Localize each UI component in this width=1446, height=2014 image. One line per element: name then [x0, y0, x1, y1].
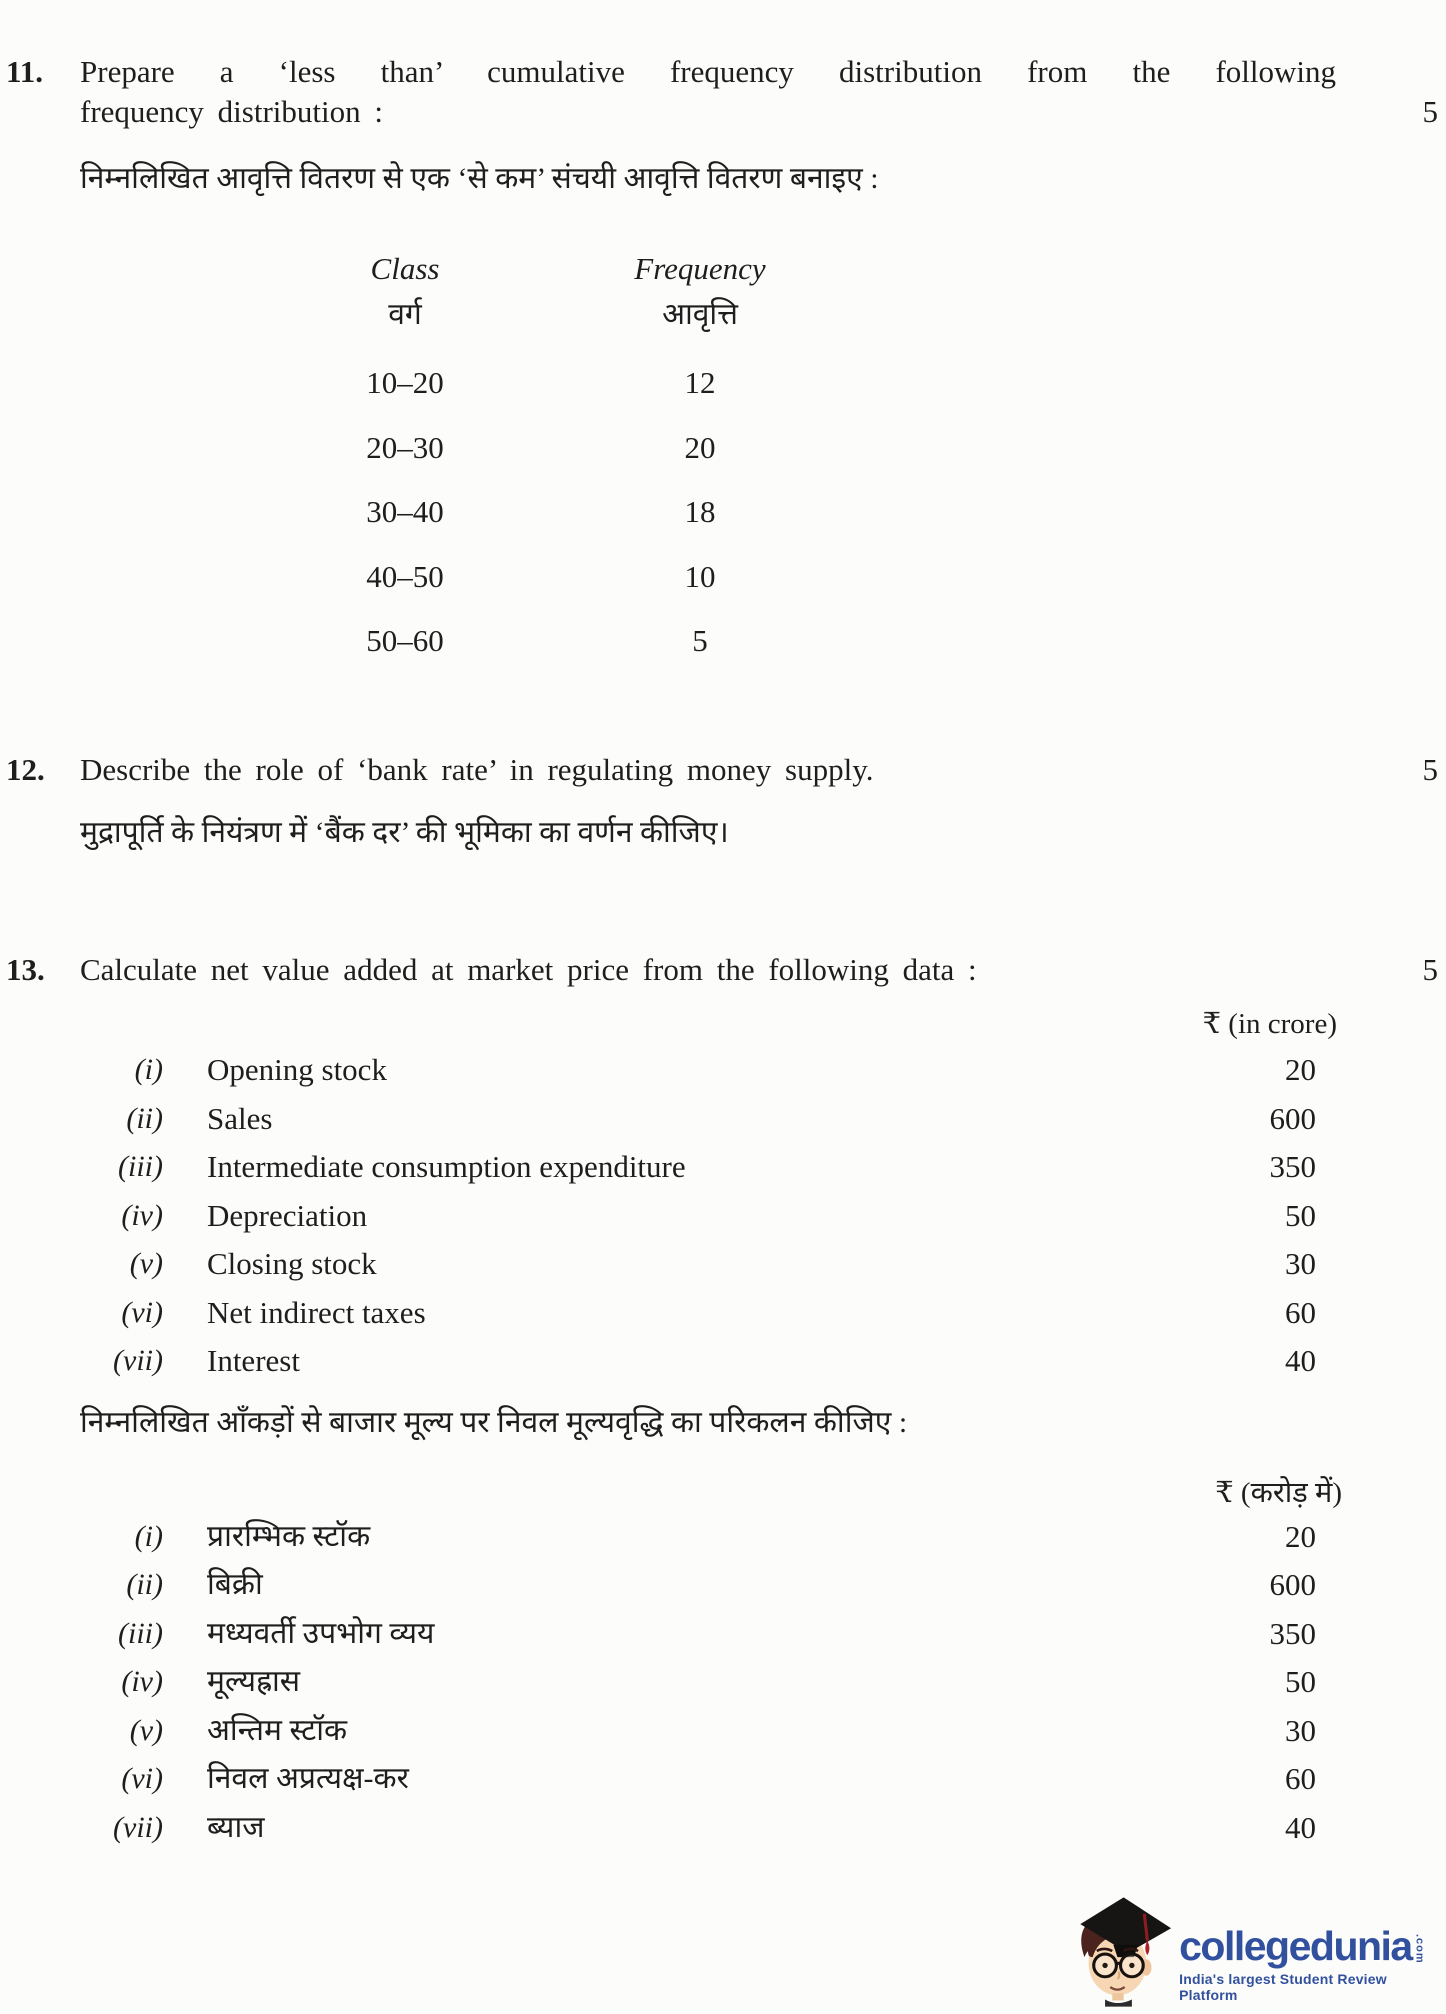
frequency-header-english: Frequency [634, 251, 766, 286]
list-item [0, 1098, 1446, 1142]
item-label: Interest [207, 1343, 300, 1378]
list-item [0, 1758, 1446, 1802]
item-label: अन्तिम स्टॉक [207, 1714, 348, 1747]
item-index: (vi) [121, 1296, 163, 1329]
question-13-hindi-text: निम्नलिखित आँकड़ों से बाजार मूल्य पर निवल मूल्यवृद्धि का परिकलन कीजिए : [80, 1406, 908, 1439]
item-value: 50 [1285, 1664, 1316, 1699]
collegedunia-wordmark [1179, 1923, 1442, 2003]
list-item [0, 1195, 1446, 1239]
list-item [0, 1710, 1446, 1754]
currency-unit-english: ₹ (in crore) [1202, 1008, 1337, 1040]
class-cell: 50–60 [366, 623, 444, 658]
item-value: 350 [1269, 1616, 1316, 1651]
question-12-number: 12. [6, 752, 45, 787]
item-label: Opening stock [207, 1052, 387, 1087]
item-index: (iv) [121, 1199, 163, 1232]
item-index: (ii) [126, 1102, 163, 1135]
list-item [0, 1243, 1446, 1287]
item-label: मध्यवर्ती उपभोग व्यय [207, 1617, 435, 1650]
list-item [0, 1292, 1446, 1336]
item-index: (i) [134, 1053, 163, 1086]
class-header-hindi: वर्ग [388, 298, 422, 331]
item-value: 60 [1285, 1761, 1316, 1796]
item-index: (vii) [113, 1344, 163, 1377]
question-12-text: Describe the role of ‘bank rate’ in regulating money supply. [80, 752, 874, 787]
item-index: (i) [134, 1520, 163, 1553]
item-label: Sales [207, 1101, 273, 1136]
item-value: 600 [1269, 1101, 1316, 1136]
item-index: (iii) [118, 1150, 163, 1183]
brand-name: collegedunia [1179, 1923, 1412, 1969]
list-item [0, 1340, 1446, 1384]
item-value: 40 [1285, 1343, 1316, 1378]
list-item [0, 1807, 1446, 1851]
list-item [0, 1564, 1446, 1608]
item-value: 30 [1285, 1246, 1316, 1281]
collegedunia-logo [1070, 1896, 1442, 2012]
item-label: मूल्यह्रास [207, 1665, 301, 1698]
table-row [290, 622, 880, 660]
class-cell: 30–40 [366, 494, 444, 529]
frequency-cell: 12 [684, 365, 716, 400]
item-value: 40 [1285, 1810, 1316, 1845]
question-12-hindi-text: मुद्रापूर्ति के नियंत्रण में ‘बैंक दर’ की भूमिका का वर्णन कीजिए। [80, 816, 729, 849]
question-11-text-line-1: Prepare a ‘less than’ cumulative frequency distribution from the following [80, 54, 1336, 89]
frequency-table-header-hi [290, 294, 880, 336]
table-row [290, 429, 880, 467]
question-11-hindi-text: निम्नलिखित आवृत्ति वितरण से एक ‘से कम’ संचयी आवृत्ति वितरण बनाइए : [80, 162, 879, 195]
item-label: Closing stock [207, 1246, 377, 1281]
item-value: 600 [1269, 1567, 1316, 1602]
item-value: 30 [1285, 1713, 1316, 1748]
item-value: 350 [1269, 1149, 1316, 1184]
question-13-text: Calculate net value added at market price from the following data : [80, 952, 977, 987]
question-12-marks: 5 [1422, 752, 1438, 787]
collegedunia-mascot-icon [1070, 1896, 1173, 2008]
item-value: 20 [1285, 1052, 1316, 1087]
item-index: (vi) [121, 1762, 163, 1795]
item-label: बिक्री [207, 1568, 263, 1601]
item-label: निवल अप्रत्यक्ष-कर [207, 1762, 409, 1795]
question-11-number: 11. [6, 54, 44, 89]
item-value: 50 [1285, 1198, 1316, 1233]
class-header-english: Class [370, 251, 440, 286]
item-index: (v) [129, 1714, 163, 1747]
currency-unit-hindi: ₹ (करोड़ में) [1215, 1477, 1342, 1509]
list-item [0, 1613, 1446, 1657]
frequency-cell: 18 [684, 494, 716, 529]
item-label: Intermediate consumption expenditure [207, 1149, 686, 1184]
list-item [0, 1661, 1446, 1705]
question-11-text-line-2: frequency distribution : [80, 94, 383, 129]
frequency-cell: 20 [684, 430, 716, 465]
frequency-table-header-en [290, 250, 880, 288]
item-index: (ii) [126, 1568, 163, 1601]
item-index: (v) [129, 1247, 163, 1280]
frequency-header-hindi: आवृत्ति [662, 298, 738, 331]
question-11-marks: 5 [1422, 94, 1438, 129]
item-value: 60 [1285, 1295, 1316, 1330]
item-value: 20 [1285, 1519, 1316, 1554]
item-index: (vii) [113, 1811, 163, 1844]
list-item [0, 1049, 1446, 1093]
brand-dot-com: .com [1413, 1934, 1426, 1964]
item-label: Net indirect taxes [207, 1295, 426, 1330]
item-index: (iv) [121, 1665, 163, 1698]
class-cell: 10–20 [366, 365, 444, 400]
item-label: ब्याज [207, 1811, 265, 1844]
item-index: (iii) [118, 1617, 163, 1650]
list-item [0, 1146, 1446, 1190]
brand-tagline: India's largest Student Review Platform [1179, 1971, 1387, 2003]
class-cell: 20–30 [366, 430, 444, 465]
table-row [290, 558, 880, 596]
list-item [0, 1516, 1446, 1560]
class-cell: 40–50 [366, 559, 444, 594]
frequency-cell: 5 [692, 623, 708, 658]
table-row [290, 364, 880, 402]
table-row [290, 493, 880, 531]
question-13-marks: 5 [1422, 952, 1438, 987]
frequency-cell: 10 [684, 559, 716, 594]
item-label: प्रारम्भिक स्टॉक [207, 1520, 371, 1553]
item-label: Depreciation [207, 1198, 368, 1233]
question-13-number: 13. [6, 952, 45, 987]
